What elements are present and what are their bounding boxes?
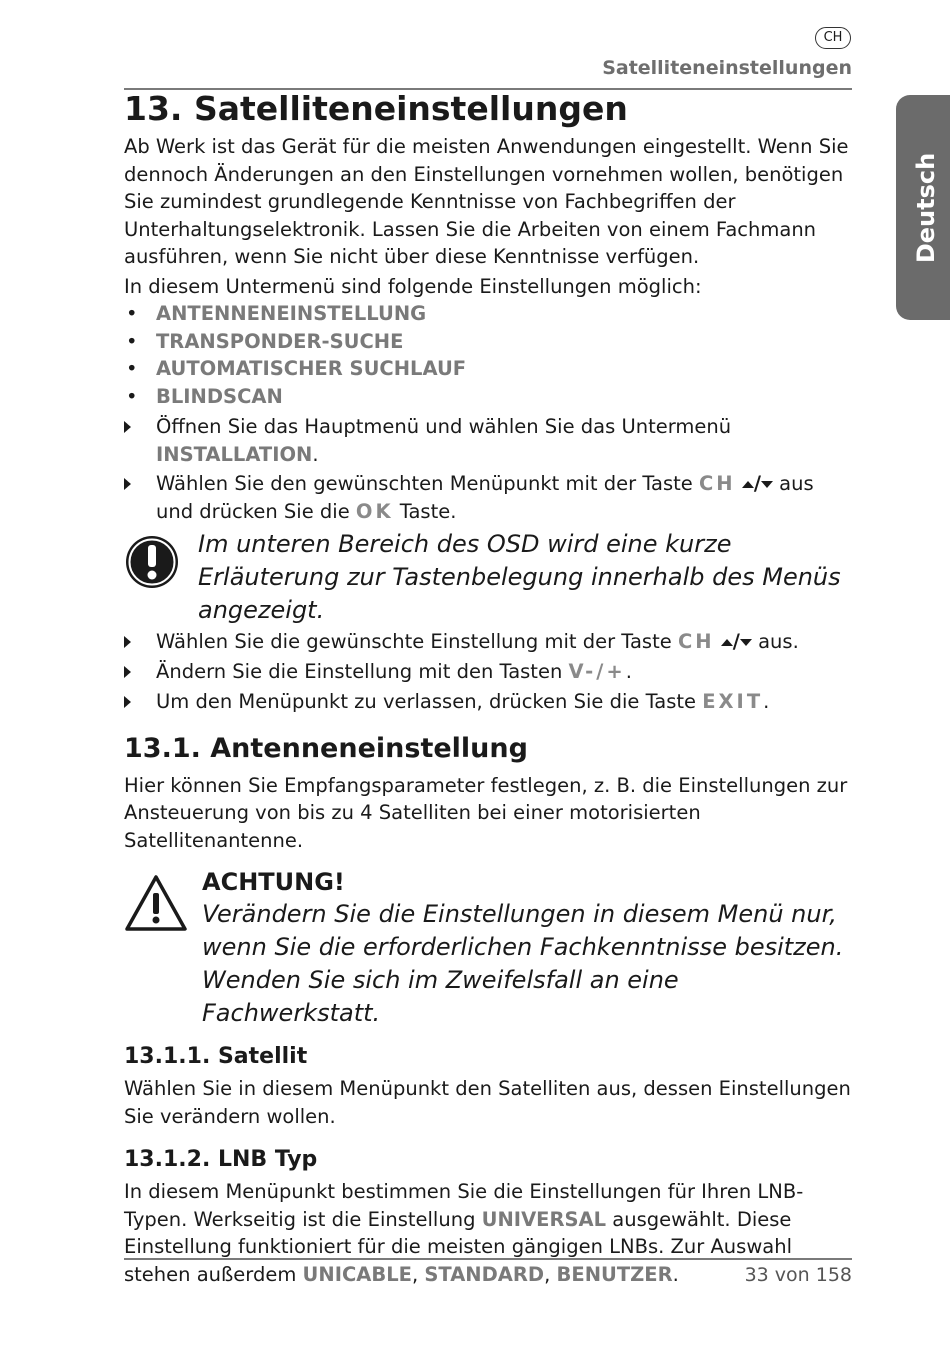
section-title: 13.1. Antenneneinstellung bbox=[124, 732, 528, 764]
list-item: Wählen Sie den gewünschten Menüpunkt mit der Taste CH / aus und drücken Sie die OK Taste. bbox=[124, 470, 854, 525]
list-item: • BLINDSCAN bbox=[124, 383, 854, 411]
arrow-up-icon bbox=[742, 481, 754, 488]
subsection-text: Wählen Sie in diesem Menüpunkt den Satelliten aus, dessen Einstellungen Sie verändern wollen. bbox=[124, 1077, 851, 1128]
chapter-intro: Ab Werk ist das Gerät für die meisten Anwendungen eingestellt. Wenn Sie dennoch Änderungen an den Einstellungen vornehmen wollen, benötigen Sie zumindest grundlegende Kenntnisse von Fachbegriffen der Unterhaltungselektronik. Lassen Sie die Arbeiten von einem Fachmann ausführen, wenn Sie nicht über diese Kenntnisse verfügen. bbox=[124, 135, 849, 268]
steps-list-1 bbox=[124, 413, 854, 525]
note-text: Im unteren Bereich des OSD wird eine kurze Erläuterung zur Tastenbelegung innerhalb des Menüs angezeigt. bbox=[198, 530, 841, 624]
list-item: Um den Menüpunkt zu verlassen, drücken Sie die Taste EXIT. bbox=[124, 688, 854, 716]
subsection-text: In diesem Menüpunkt bestimmen Sie die Einstellungen für Ihren LNB-Typen. Werkseitig ist die Einstellung UNIVERSAL ausgewählt. Diese Einstellung funktioniert für die meisten gängigen LNBs. Zur Auswahl stehen außerdem UNICABLE, STANDARD, BENUTZER. bbox=[124, 1180, 804, 1286]
arrow-right-icon bbox=[124, 666, 131, 678]
list-item: Ändern Sie die Einstellung mit den Tasten V-/+. bbox=[124, 658, 854, 686]
arrow-right-icon bbox=[124, 421, 131, 433]
arrow-up-icon bbox=[721, 639, 733, 646]
warning-title: ACHTUNG! bbox=[202, 868, 345, 896]
info-note bbox=[124, 528, 854, 627]
list-item: Öffnen Sie das Hauptmenü und wählen Sie das Untermenü INSTALLATION. bbox=[124, 413, 854, 468]
language-tab-label: Deutsch bbox=[912, 152, 940, 263]
exclamation-icon bbox=[124, 534, 180, 594]
bullet-glyph: • bbox=[126, 329, 138, 353]
page-number: 33 von 158 bbox=[744, 1264, 852, 1286]
chapter-title: 13. Satelliteneinstellungen bbox=[124, 89, 628, 128]
subsection-title: 13.1.2. LNB Typ bbox=[124, 1147, 318, 1172]
list-item: • TRANSPONDER-SUCHE bbox=[124, 328, 854, 356]
warning-triangle-icon bbox=[124, 874, 188, 936]
list-item: Wählen Sie die gewünschte Einstellung mit der Taste CH / aus. bbox=[124, 628, 854, 656]
options-list bbox=[124, 300, 854, 410]
options-intro: In diesem Untermenü sind folgende Einstellungen möglich: bbox=[124, 274, 702, 298]
arrow-down-icon bbox=[740, 639, 752, 646]
arrow-right-icon bbox=[124, 696, 131, 708]
arrow-right-icon bbox=[124, 636, 131, 648]
language-tab bbox=[896, 95, 950, 320]
bullet-glyph: • bbox=[126, 302, 138, 325]
running-header: Satelliteneinstellungen bbox=[602, 57, 852, 79]
bullet-glyph: • bbox=[126, 384, 138, 408]
arrow-down-icon bbox=[761, 481, 773, 488]
list-item: • AUTOMATISCHER SUCHLAUF bbox=[124, 355, 854, 383]
bullet-glyph: • bbox=[126, 357, 138, 380]
list-item: • ANTENNENEINSTELLUNG bbox=[124, 300, 854, 328]
country-badge: CH bbox=[815, 27, 851, 49]
warning-note bbox=[124, 866, 854, 1030]
steps-list-2 bbox=[124, 628, 854, 716]
footer-divider bbox=[124, 1258, 852, 1260]
page-content bbox=[124, 88, 854, 1288]
section-text: Hier können Sie Empfangsparameter festlegen, z. B. die Einstellungen zur Ansteuerung von bis zu 4 Satelliten bei einer motorisierten Satellitenantenne. bbox=[124, 773, 848, 852]
subsection-title: 13.1.1. Satellit bbox=[124, 1044, 308, 1069]
arrow-right-icon bbox=[124, 478, 131, 490]
warning-text: Verändern Sie die Einstellungen in diesem Menü nur, wenn Sie die erforderlichen Fachkenntnisse besitzen. Wenden Sie sich im Zweifelsfall an eine Fachwerkstatt. bbox=[202, 900, 844, 1027]
